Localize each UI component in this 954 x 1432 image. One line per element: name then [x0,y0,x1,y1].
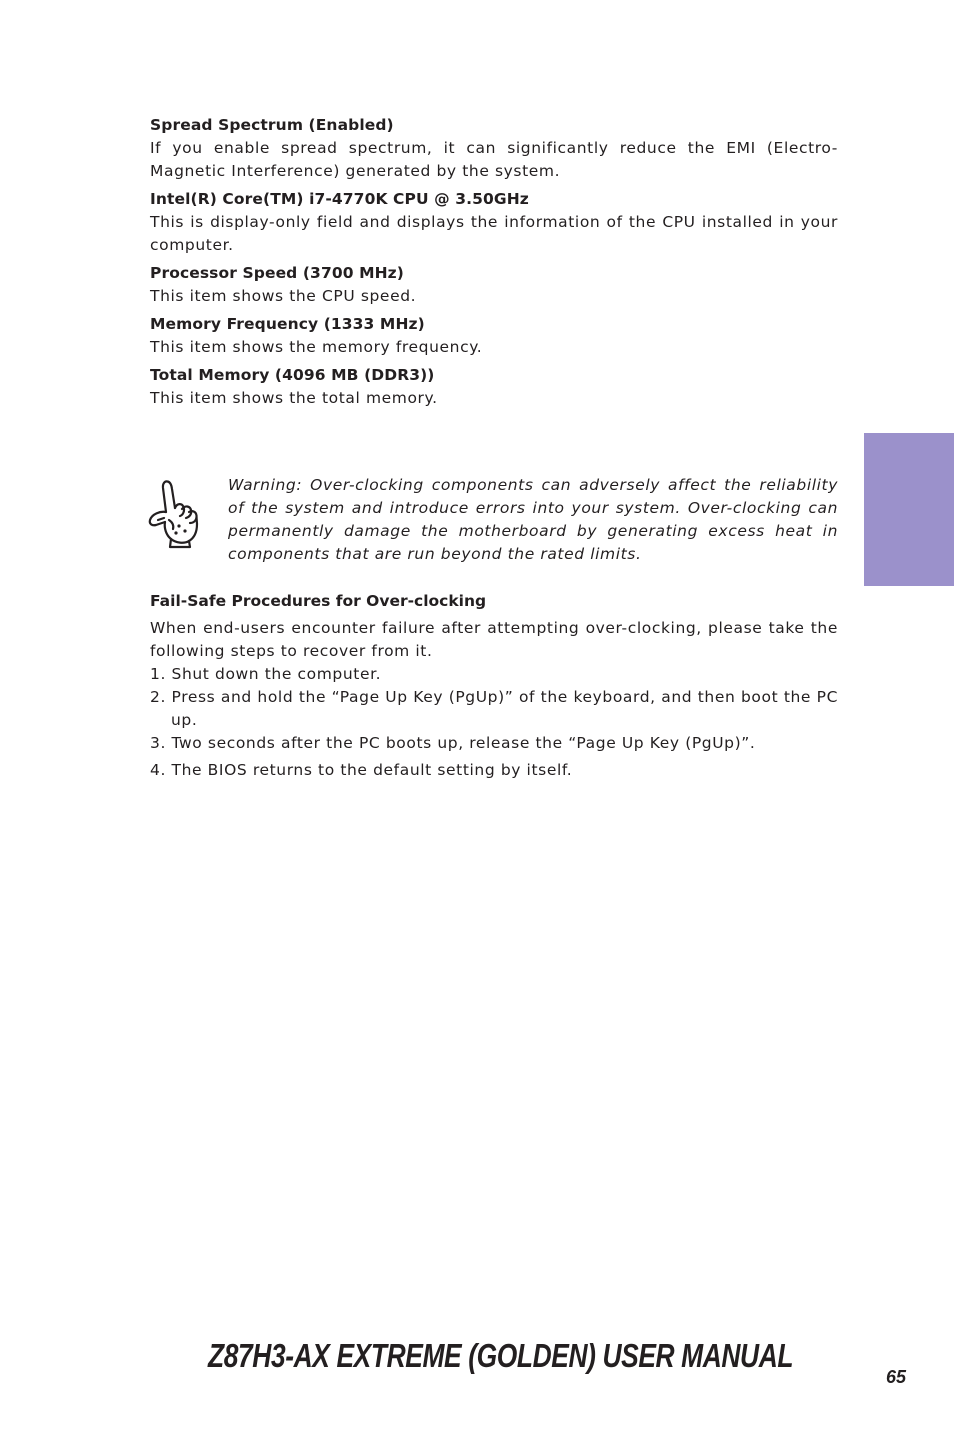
item-total-memory [150,364,838,410]
item-cpu-info [150,188,838,257]
item-memory-frequency [150,313,838,359]
pointing-hand-icon [146,476,208,552]
item-spread-spectrum [150,114,838,183]
failsafe-section [150,590,838,782]
list-item: 1. Shut down the computer. [150,665,382,683]
item-description: If you enable spread spectrum, it can significantly reduce the EMI (Electro-Magnetic Interference) generated by the system. [150,139,838,180]
step-list [150,663,838,782]
item-title: Memory Frequency (1333 MHz) [150,315,425,333]
bios-item-list [150,114,838,415]
section-heading: Fail-Safe Procedures for Over-clocking [150,592,487,610]
manual-title: Z87H3-AX EXTREME (GOLDEN) USER MANUAL [208,1337,794,1374]
item-description: This item shows the memory frequency. [150,338,483,356]
page-number: 65 [886,1367,907,1387]
item-description: This item shows the total memory. [150,389,438,407]
item-title: Intel(R) Core(TM) i7-4770K CPU @ 3.50GHz [150,190,529,208]
list-item: 2. Press and hold the “Page Up Key (PgUp)” of the keyboard, and then boot the PC up. [150,688,838,729]
warning-text: Warning: Over-clocking components can adversely affect the reliability of the system and introduce errors into your system. Over-clocking can permanently damage the motherboard by generating excess heat in components that are run beyond the rated limits. [228,476,838,563]
list-item: 4. The BIOS returns to the default setting by itself. [150,761,573,779]
list-item: 3. Two seconds after the PC boots up, release the “Page Up Key (PgUp)”. [150,734,756,752]
item-description: This is display-only field and displays the information of the CPU installed in your computer. [150,213,838,254]
warning-note [146,474,838,574]
item-processor-speed [150,262,838,308]
item-title: Processor Speed (3700 MHz) [150,264,404,282]
item-description: This item shows the CPU speed. [150,287,417,305]
item-title: Spread Spectrum (Enabled) [150,116,394,134]
item-title: Total Memory (4096 MB (DDR3)) [150,366,435,384]
section-intro: When end-users encounter failure after attempting over-clocking, please take the following steps to recover from it. [150,619,838,660]
chapter-side-tab [864,433,954,586]
